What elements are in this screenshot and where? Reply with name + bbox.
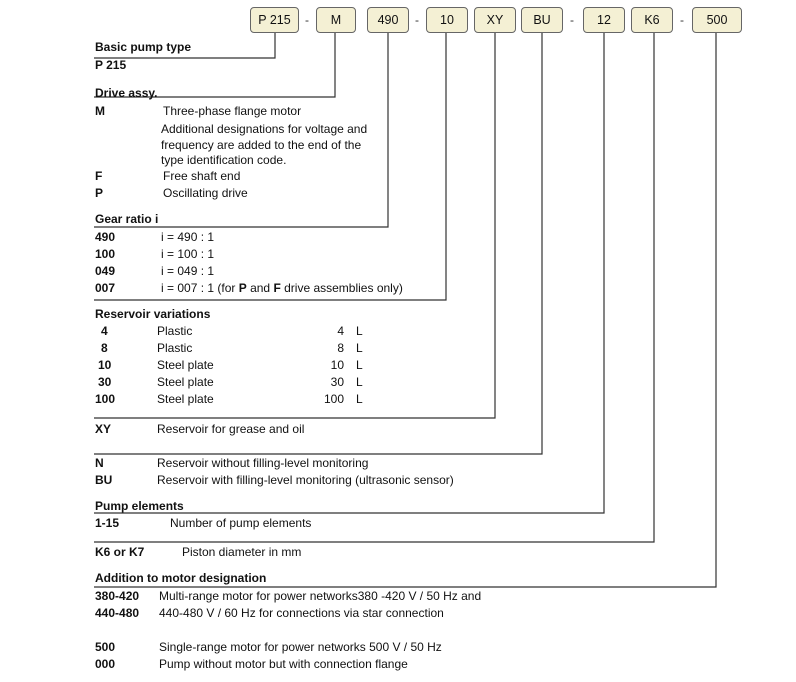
- piston-desc: Piston diameter in mm: [182, 545, 302, 559]
- gear-desc-part: i = 007 : 1 (for: [161, 281, 239, 295]
- section-title-pump-elements: Pump elements: [95, 499, 184, 513]
- motor-desc: Multi-range motor for power networks380 -420 V / 50 Hz and: [159, 589, 482, 603]
- gear-desc-part: drive assemblies only): [280, 281, 403, 295]
- monitoring-desc: Reservoir without filling-level monitoring: [157, 456, 369, 470]
- reservoir-code: 10: [98, 358, 112, 372]
- reservoir-material: Plastic: [157, 341, 193, 355]
- gear-desc: [161, 281, 403, 296]
- section-title-reservoir: Reservoir variations: [95, 307, 211, 321]
- gear-desc: i = 100 : 1: [161, 247, 215, 261]
- reservoir-code: 30: [98, 375, 112, 389]
- code-box-xy: XY: [474, 7, 516, 33]
- section-title-motor: Addition to motor designation: [95, 571, 267, 585]
- reservoir-code: 8: [101, 341, 108, 355]
- reservoir-code: 4: [101, 324, 108, 338]
- reservoir-material: Steel plate: [157, 375, 214, 389]
- gear-code: 490: [95, 230, 116, 244]
- code-box-piston: K6: [631, 7, 673, 33]
- basic-type-value: P 215: [95, 58, 127, 72]
- code-box-pump-type: P 215: [250, 7, 299, 33]
- xy-code: XY: [95, 422, 112, 436]
- separator: -: [680, 13, 684, 27]
- gear-code: 049: [95, 264, 116, 278]
- code-box-motor: 500: [692, 7, 742, 33]
- piston-code: K6 or K7: [95, 545, 145, 559]
- drive-desc: Three-phase flange motor: [163, 104, 302, 118]
- drive-desc: Oscillating drive: [163, 186, 248, 200]
- reservoir-unit: L: [356, 358, 363, 372]
- separator: -: [305, 13, 309, 27]
- reservoir-unit: L: [356, 341, 363, 355]
- code-box-monitoring: BU: [521, 7, 563, 33]
- drive-desc: type identification code.: [161, 153, 287, 167]
- monitoring-code: BU: [95, 473, 113, 487]
- reservoir-material: Plastic: [157, 324, 193, 338]
- gear-desc-part: and: [246, 281, 274, 295]
- section-title-basic: Basic pump type: [95, 40, 192, 54]
- drive-desc: Free shaft end: [163, 169, 241, 183]
- code-box-drive: M: [316, 7, 356, 33]
- reservoir-unit: L: [356, 375, 363, 389]
- gear-desc: i = 490 : 1: [161, 230, 215, 244]
- motor-code: 000: [95, 657, 116, 671]
- code-box-pump-elements: 12: [583, 7, 625, 33]
- section-title-gear: Gear ratio i: [95, 212, 159, 226]
- separator: -: [570, 13, 574, 27]
- reservoir-material: Steel plate: [157, 358, 214, 372]
- gear-desc: i = 049 : 1: [161, 264, 215, 278]
- code-box-reservoir: 10: [426, 7, 468, 33]
- code-box-gear: 490: [367, 7, 409, 33]
- motor-desc: 440-480 V / 60 Hz for connections via star connection: [159, 606, 444, 620]
- drive-code: M: [95, 104, 105, 118]
- reservoir-volume: 30: [330, 375, 344, 389]
- gear-code: 007: [95, 281, 116, 295]
- motor-code: 440-480: [95, 606, 140, 620]
- section-title-drive: Drive assy.: [95, 86, 158, 100]
- reservoir-volume: 8: [337, 341, 344, 355]
- xy-desc: Reservoir for grease and oil: [157, 422, 305, 436]
- pump-elements-code: 1-15: [95, 516, 120, 530]
- reservoir-code: 100: [95, 392, 116, 406]
- gear-desc-bold: P: [238, 281, 247, 295]
- motor-code: 500: [95, 640, 116, 654]
- reservoir-material: Steel plate: [157, 392, 214, 406]
- separator: -: [415, 13, 419, 27]
- reservoir-unit: L: [356, 324, 363, 338]
- reservoir-volume: 4: [337, 324, 344, 338]
- motor-code: 380-420: [95, 589, 140, 603]
- drive-desc: frequency are added to the end of the: [161, 138, 362, 152]
- monitoring-desc: Reservoir with filling-level monitoring (ultrasonic sensor): [157, 473, 454, 487]
- reservoir-unit: L: [356, 392, 363, 406]
- motor-desc: Pump without motor but with connection flange: [159, 657, 408, 671]
- monitoring-code: N: [95, 456, 104, 470]
- pump-elements-desc: Number of pump elements: [170, 516, 312, 530]
- gear-desc-bold: F: [273, 281, 281, 295]
- drive-desc: Additional designations for voltage and: [161, 122, 368, 136]
- reservoir-volume: 100: [323, 392, 344, 406]
- gear-code: 100: [95, 247, 116, 261]
- drive-code: P: [95, 186, 104, 200]
- drive-code: F: [95, 169, 103, 183]
- reservoir-volume: 10: [330, 358, 344, 372]
- motor-desc: Single-range motor for power networks 500 V / 50 Hz: [159, 640, 442, 654]
